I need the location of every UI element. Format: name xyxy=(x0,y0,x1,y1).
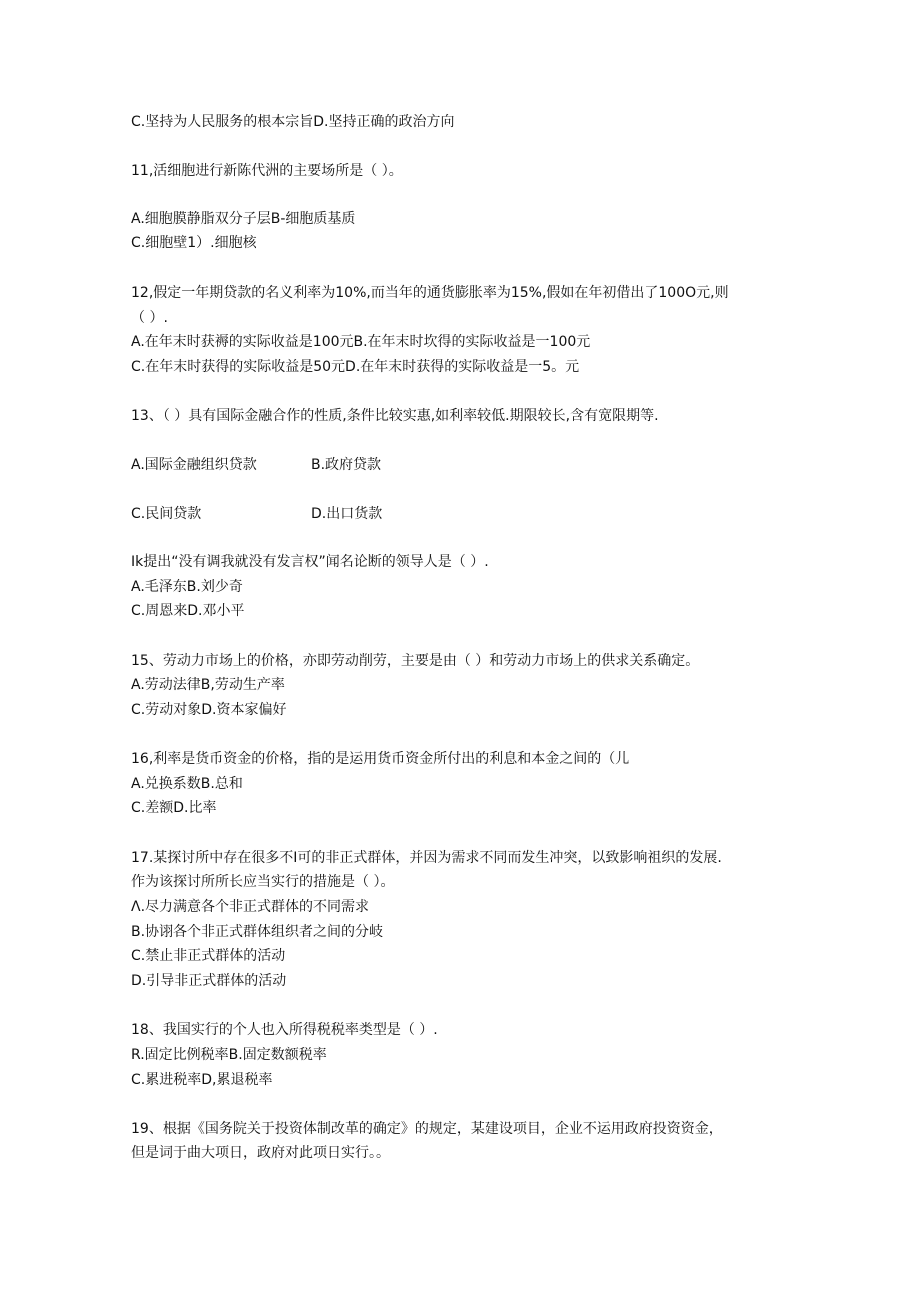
q13-option-c: C.民间贷款 xyxy=(131,506,202,522)
q18-options-cd: C.累进税率D,累退税率 xyxy=(131,1072,273,1088)
q19-stem: 19、根据《国务院关于投资体制改革的确定》的规定，某建设项目，企业不运用政府投资资金， xyxy=(131,1121,723,1137)
q18-stem: 18、我国实行的个人也入所得税税率类型是（ ）. xyxy=(131,1022,438,1038)
q10-options-cd: C.坚持为人民服务的根本宗旨D.坚持正确的政治方向 xyxy=(131,114,455,130)
q19-stem-cont: 但是词于曲大项日，政府对此项日实行。。 xyxy=(131,1145,390,1161)
q12-options-cd: C.在年末时获得的实际收益是50元D.在年末时获得的实际收益是一5。元 xyxy=(131,359,580,375)
q12-stem-cont: （ ）. xyxy=(131,310,168,326)
q14-options-cd: C.周恩来D.邓小平 xyxy=(131,603,245,619)
q13-option-b: B.政府贷款 xyxy=(311,457,382,473)
q13-stem: 13、（ ）具有国际金融合作的性质,条件比较实惠,如利率较低.期限较长,含有宽限期等. xyxy=(131,408,659,424)
q16-stem: 16,利率是货币资金的价格，指的是运用货币资金所付出的利息和本金之间的（儿 xyxy=(131,751,630,767)
q17-option-a: Λ.尽力满意各个非正式群体的不同需求 xyxy=(131,899,370,915)
q16-options-cd: C.差额D.比率 xyxy=(131,800,217,816)
q14-options-ab: A.毛泽东B.刘少奇 xyxy=(131,579,243,595)
q15-options-ab: A.劳动法律B,劳动生产率 xyxy=(131,677,285,693)
q17-option-c: C.禁止非正式群体的活动 xyxy=(131,948,286,964)
q17-option-b: B.协诩各个非正式群体组织者之间的分岐 xyxy=(131,924,384,940)
q17-stem-cont: 作为该探讨所所长应当实行的措施是（ ）。 xyxy=(131,874,395,890)
q12-stem: 12,假定一年期贷款的名义利率为10%,而当年的通货膨胀率为15%,假如在年初借出了100O元,则 xyxy=(131,285,729,301)
q15-options-cd: C.劳动对象D.资本家偏好 xyxy=(131,702,287,718)
q15-stem: 15、劳动力市场上的价格，亦即劳动削劳，主要是由（ ）和劳动力市场上的供求关系确定。 xyxy=(131,653,700,669)
q11-options-cd: C.细胞壁1）.细胞核 xyxy=(131,235,257,251)
q11-stem: 11,活细胞进行新陈代洲的主要场所是（ ）。 xyxy=(131,163,403,179)
q13-option-a: A.国际金融组织贷款 xyxy=(131,457,257,473)
q17-stem: 17.某探讨所中存在很多不I可的非正式群体，并因为需求不同而发生冲突，以致影响祖织的发展. xyxy=(131,850,722,866)
q18-options-ab: R.固定比例税率B.固定数额税率 xyxy=(131,1047,327,1063)
q13-option-d: D.出口货款 xyxy=(311,506,383,522)
q16-options-ab: A.兑换系数B.总和 xyxy=(131,776,243,792)
q11-options-ab: A.细胞膜静脂双分子层B-细胞质基质 xyxy=(131,211,356,227)
q14-stem: Ik提出“没有调我就没有发言权”闻名论断的领导人是（ ）. xyxy=(131,554,489,570)
q17-option-d: D.引导非正式群体的活动 xyxy=(131,973,287,989)
q12-options-ab: A.在年末时获褥的实际收益是100元B.在年末时坎得的实际收益是一100元 xyxy=(131,334,591,350)
